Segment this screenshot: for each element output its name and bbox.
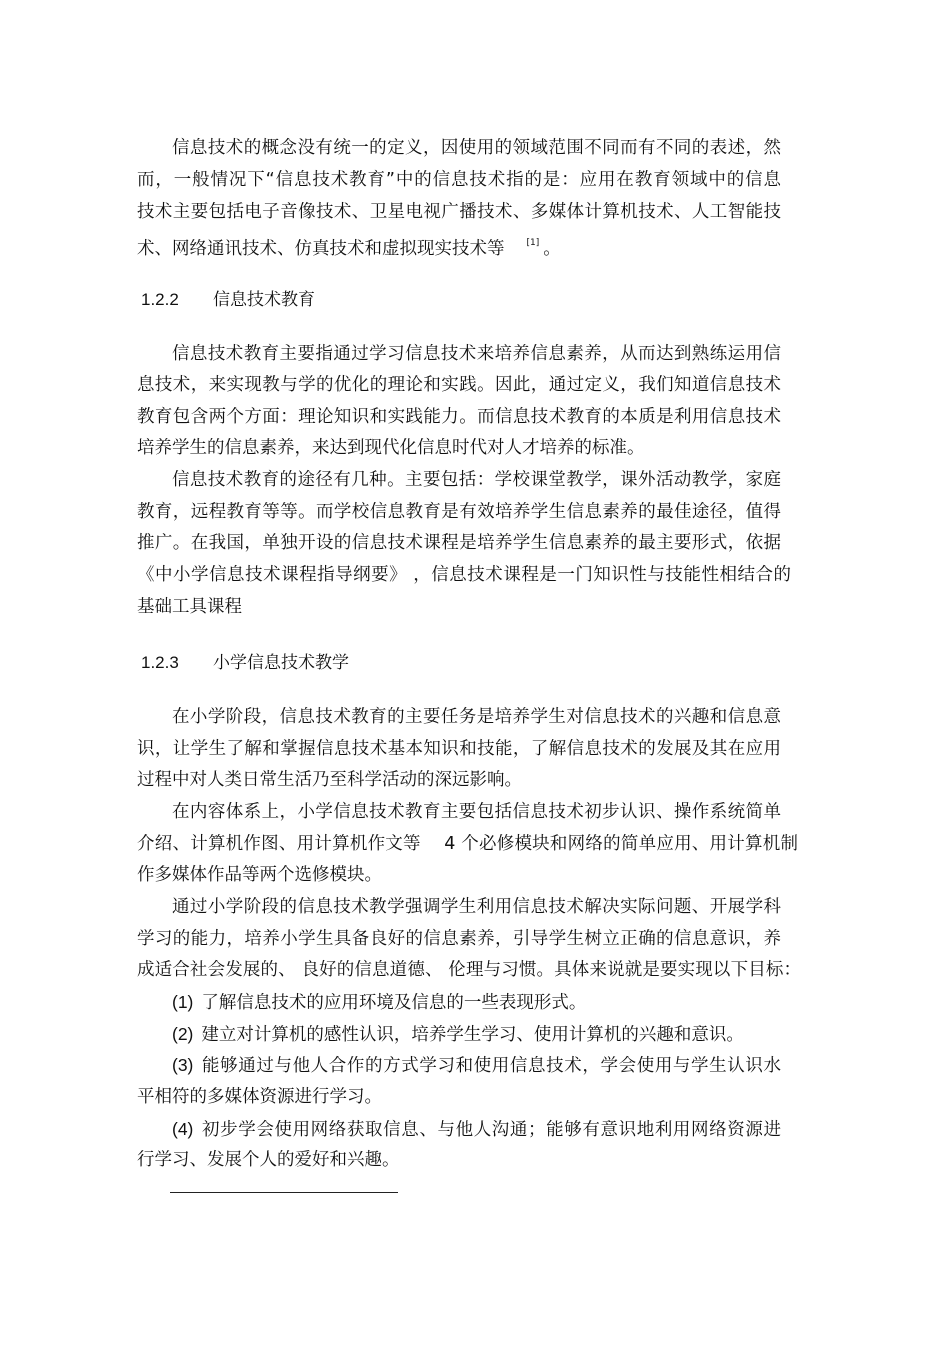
paragraph-line: 在内容体系上，小学信息技术教育主要包括信息技术初步认识、操作系统简单	[172, 802, 781, 822]
paragraph-line: 技术主要包括电子音像技术、卫星电视广播技术、多媒体计算机技术、人工智能技	[137, 202, 781, 222]
paragraph-line: 教育包含两个方面：理论知识和实践能力。而信息技术教育的本质是利用信息技术	[137, 407, 781, 427]
goal-number: (4)	[172, 1119, 194, 1139]
paragraph-end: 。	[543, 239, 561, 259]
paragraph-line: 信息技术教育的途径有几种。主要包括：学校课堂教学，课外活动教学，家庭	[172, 470, 781, 490]
goal-number: (1)	[172, 992, 194, 1012]
paragraph-line: 息技术，来实现教与学的优化的理论和实践。因此，通过定义，我们知道信息技术	[137, 375, 781, 395]
section-number: 1.2.2	[141, 290, 179, 309]
goal-item	[172, 991, 586, 1014]
paragraph-line: 作多媒体作品等两个选修模块。	[137, 865, 382, 885]
goal-text: 能够通过与他人合作的方式学习和使用信息技术，学会使用与学生认识水	[201, 1056, 781, 1076]
goal-item	[172, 1023, 744, 1046]
goal-item	[172, 1054, 781, 1077]
paragraph-line: 成适合社会发展的、 良好的信息道德、 伦理与习惯。具体来说就是要实现以下目标：	[137, 960, 801, 980]
section-title: 小学信息技术教学	[213, 653, 349, 673]
paragraph-line: 而，一般情况下“信息技术教育”中的信息技术指的是：应用在教育领域中的信息	[137, 170, 781, 190]
paragraph-line: 通过小学阶段的信息技术教学强调学生利用信息技术解决实际问题、开展学科	[172, 897, 781, 917]
goal-text: 建立对计算机的感性认识，培养学生学习、使用计算机的兴趣和意识。	[201, 1025, 744, 1045]
paragraph-text: 术、网络通讯技术、仿真技术和虚拟现实技术等	[137, 239, 505, 259]
goal-text: 初步学会使用网络获取信息、与他人沟通；能够有意识地利用网络资源进	[201, 1120, 781, 1140]
goal-number: (3)	[172, 1055, 194, 1075]
paragraph-line: 在小学阶段，信息技术教育的主要任务是培养学生对信息技术的兴趣和信息意	[172, 707, 781, 727]
section-title: 信息技术教育	[213, 290, 315, 310]
goal-item	[172, 1118, 781, 1141]
goal-number: (2)	[172, 1024, 194, 1044]
paragraph-line: 过程中对人类日常生活乃至科学活动的深远影响。	[137, 770, 522, 790]
goal-continuation: 平相符的多媒体资源进行学习。	[137, 1087, 382, 1107]
paragraph-line: 培养学生的信息素养，来达到现代化信息时代对人才培养的标准。	[137, 438, 645, 458]
paragraph-line: 学习的能力，培养小学生具备良好的信息素养，引导学生树立正确的信息意识，养	[137, 929, 781, 949]
section-heading	[141, 289, 315, 311]
paragraph-line: 基础工具课程	[137, 597, 242, 617]
paragraph-line: 信息技术的概念没有统一的定义，因使用的领域范围不同而有不同的表述，然	[172, 138, 781, 158]
paragraph-line: 推广。在我国，单独开设的信息技术课程是培养学生信息素养的最主要形式，依据	[137, 533, 781, 553]
goal-continuation: 行学习、发展个人的爱好和兴趣。	[137, 1150, 400, 1170]
section-heading	[141, 652, 349, 674]
citation-marker: [1]	[526, 238, 540, 248]
paragraph-line-last	[137, 232, 561, 260]
footnote-separator	[170, 1192, 398, 1193]
paragraph-line: 教育，远程教育等等。而学校信息教育是有效培养学生信息素养的最佳途径，值得	[137, 502, 781, 522]
paragraph-line: 介绍、计算机作图、用计算机作文等 4 个必修模块和网络的简单应用、用计算机制	[137, 834, 798, 854]
section-number: 1.2.3	[141, 653, 179, 672]
paragraph-line: 识，让学生了解和掌握信息技术基本知识和技能，了解信息技术的发展及其在应用	[137, 739, 781, 759]
paragraph-line: 信息技术教育主要指通过学习信息技术来培养信息素养，从而达到熟练运用信	[172, 344, 781, 364]
paragraph-line: 《中小学信息技术课程指导纲要》 ，信息技术课程是一门知识性与技能性相结合的	[137, 565, 791, 585]
goal-text: 了解信息技术的应用环境及信息的一些表现形式。	[201, 993, 587, 1013]
